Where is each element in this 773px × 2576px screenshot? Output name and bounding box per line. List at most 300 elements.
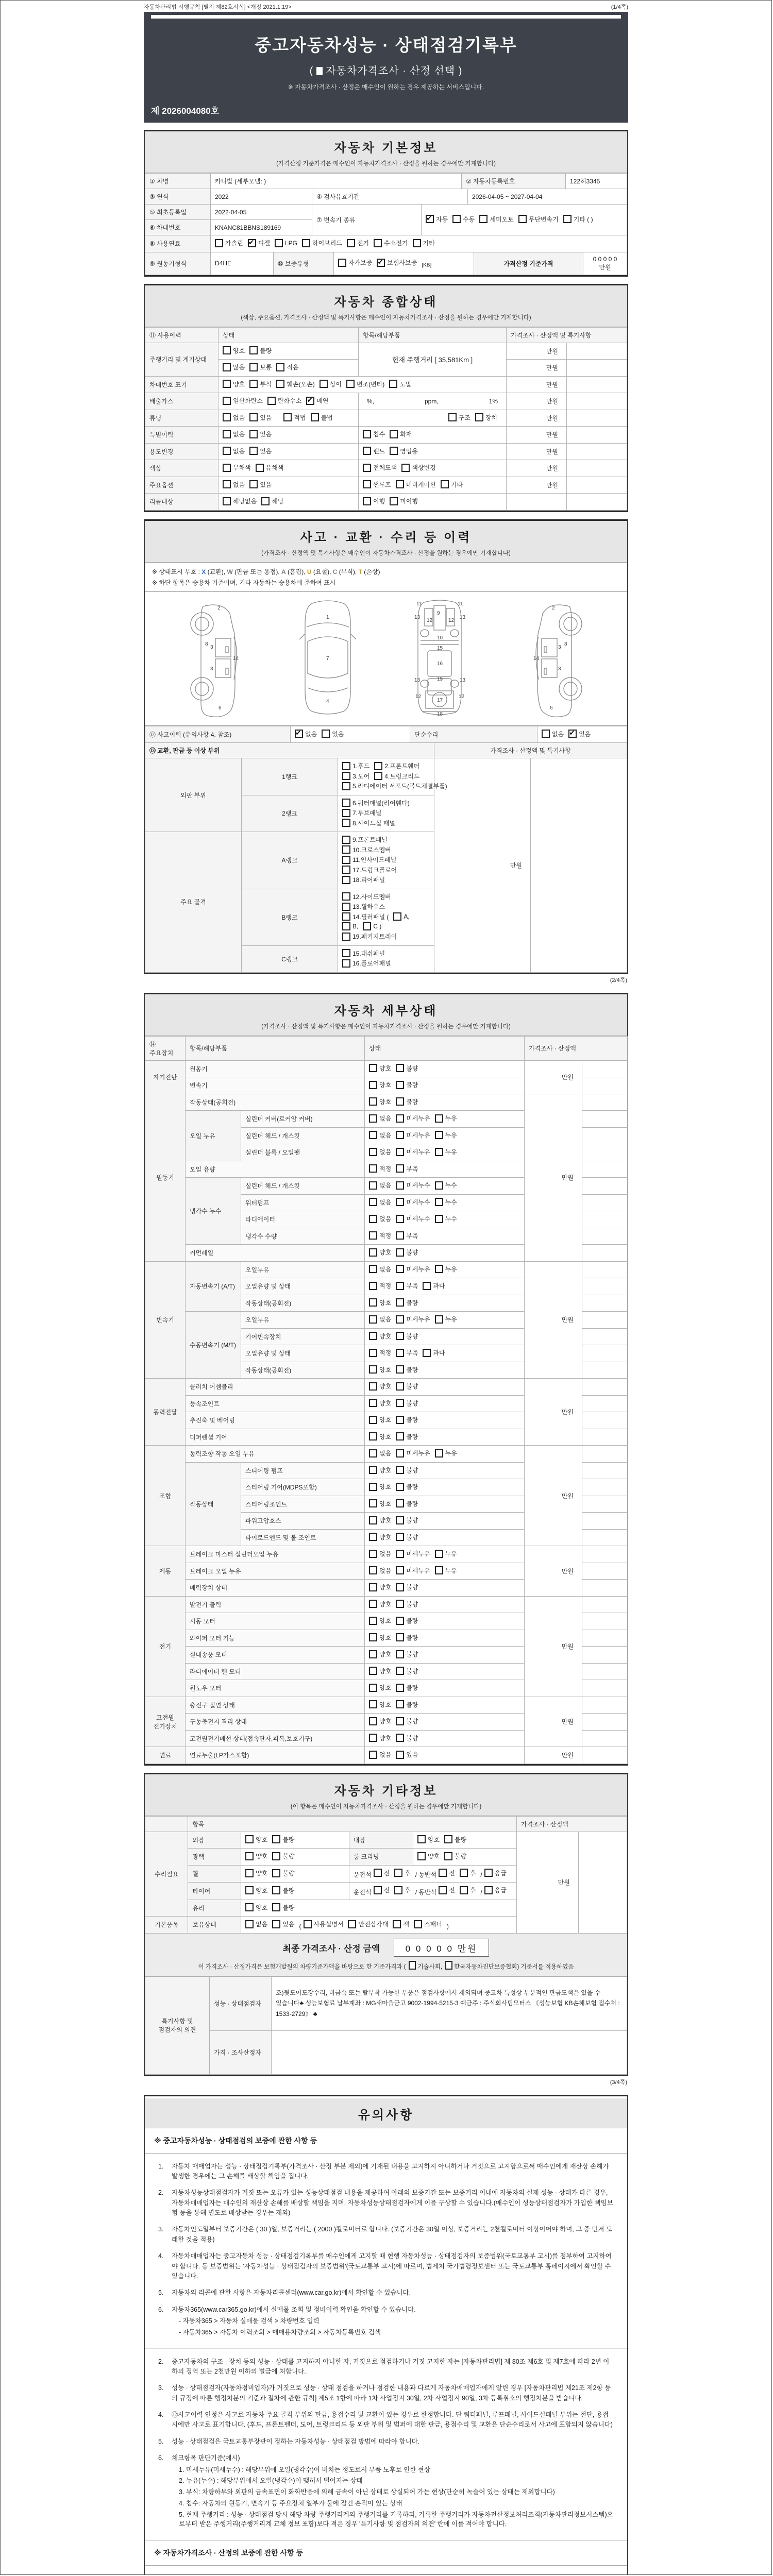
- checkbox-icon[interactable]: [369, 1533, 377, 1541]
- checkbox-icon[interactable]: [272, 1852, 280, 1860]
- checkbox-icon[interactable]: [369, 1181, 377, 1190]
- checkbox-icon[interactable]: [342, 866, 350, 874]
- checkbox-icon[interactable]: [435, 1215, 443, 1223]
- checkbox-icon[interactable]: [396, 1734, 404, 1742]
- checkbox-icon[interactable]: [460, 1886, 468, 1894]
- checkbox-diagnosis-assoc[interactable]: [445, 1961, 452, 1970]
- check-option-양호: [369, 1482, 391, 1491]
- check-option-15-대쉬패널: [342, 949, 385, 958]
- checkbox-tech-society[interactable]: [409, 1961, 416, 1970]
- checkbox-icon[interactable]: [396, 1550, 404, 1558]
- checkbox-icon[interactable]: [396, 1499, 404, 1507]
- checkbox-icon[interactable]: [249, 346, 258, 354]
- check-option-label: 불법: [321, 414, 333, 421]
- checkbox-icon[interactable]: [542, 730, 550, 738]
- checkbox-icon[interactable]: [276, 363, 284, 371]
- checkbox-icon[interactable]: [369, 1550, 377, 1558]
- checkbox-icon[interactable]: [396, 1449, 404, 1458]
- check-option-불량: [396, 1482, 418, 1491]
- top-meta: [144, 1, 628, 12]
- svg-text:8: 8: [564, 641, 567, 647]
- checkbox-icon[interactable]: [249, 480, 258, 488]
- checkbox-icon[interactable]: [369, 1734, 377, 1742]
- checkbox-icon[interactable]: [396, 1164, 404, 1173]
- checkbox-icon[interactable]: [484, 1869, 493, 1877]
- checkbox-icon[interactable]: [275, 239, 283, 247]
- special-history-row: [145, 427, 627, 444]
- checkbox-icon[interactable]: [363, 497, 371, 505]
- check-option-label: 누유: [445, 1131, 457, 1139]
- checkbox-icon[interactable]: [393, 1920, 401, 1928]
- checkbox-icon[interactable]: [369, 1416, 377, 1424]
- checkbox-icon[interactable]: [223, 397, 231, 405]
- checkbox-icon[interactable]: [396, 1349, 404, 1357]
- checkbox-icon[interactable]: [563, 215, 572, 223]
- checkbox-icon[interactable]: [435, 1566, 443, 1574]
- checkbox-icon[interactable]: [396, 1617, 404, 1625]
- checkbox-icon[interactable]: [322, 730, 330, 738]
- checkbox-icon[interactable]: [389, 380, 397, 388]
- checkbox-icon[interactable]: [444, 1835, 452, 1843]
- checkbox-icon[interactable]: [369, 1600, 377, 1608]
- checkbox-icon[interactable]: [518, 215, 527, 223]
- checkbox-icon[interactable]: [342, 856, 350, 864]
- checkbox-icon[interactable]: [396, 1382, 404, 1391]
- item-state-options: [365, 1429, 525, 1446]
- checkbox-icon[interactable]: [435, 1181, 443, 1190]
- checkbox-icon[interactable]: [369, 1566, 377, 1574]
- checkbox-icon[interactable]: [435, 1148, 443, 1156]
- checkbox-icon[interactable]: [342, 892, 350, 901]
- check-option-누유: [435, 1265, 457, 1274]
- checkbox-icon[interactable]: [342, 903, 350, 911]
- checkbox-icon[interactable]: [223, 464, 231, 472]
- checkbox-icon[interactable]: [484, 1886, 493, 1894]
- item-state-options: [365, 1379, 525, 1396]
- checkbox-icon[interactable]: [396, 1684, 404, 1692]
- svg-text:8: 8: [205, 641, 208, 647]
- checkbox-icon[interactable]: [441, 480, 449, 488]
- checkbox-icon[interactable]: [369, 1751, 377, 1759]
- checkbox-icon[interactable]: [396, 1148, 404, 1156]
- misc-info-title: 자동차 기타정보: [334, 1784, 438, 1798]
- check-option-없음: [369, 1181, 391, 1190]
- item-state-options: [365, 1345, 525, 1362]
- item-state-options: [365, 1663, 525, 1680]
- checkbox-icon[interactable]: [272, 1920, 280, 1928]
- check-option-8-사이드실-패널: [342, 819, 395, 827]
- checkbox-icon[interactable]: [369, 1298, 377, 1307]
- group-note-cell: [582, 1529, 628, 1546]
- checkbox-icon[interactable]: [452, 215, 461, 223]
- device-group-label: 변속기: [145, 1261, 186, 1379]
- checkbox-icon[interactable]: [369, 1399, 377, 1407]
- checkbox-icon[interactable]: [396, 1600, 404, 1608]
- tire-options: [241, 1883, 349, 1900]
- checkbox-icon[interactable]: [369, 1164, 377, 1173]
- checkbox-icon[interactable]: [363, 464, 371, 472]
- checkbox-icon[interactable]: [369, 1483, 377, 1491]
- svg-text:2: 2: [217, 605, 221, 611]
- checkbox-icon[interactable]: [245, 1886, 254, 1894]
- check-option-불량: [396, 1415, 418, 1424]
- checkbox-icon[interactable]: [369, 1617, 377, 1625]
- check-option-label: 미이행: [400, 498, 418, 505]
- checkbox-icon[interactable]: [417, 1852, 426, 1860]
- checkbox-icon[interactable]: [249, 363, 258, 371]
- group-note-cell: [582, 1362, 628, 1379]
- check-option-label: 8.사이드실 패널: [352, 819, 395, 827]
- check-option-양호: [245, 1886, 267, 1895]
- checkbox-icon[interactable]: [396, 1533, 404, 1541]
- checkbox-icon[interactable]: [396, 1416, 404, 1424]
- checkbox-icon[interactable]: [342, 912, 350, 921]
- checkbox-icon[interactable]: [435, 1114, 443, 1123]
- model-year-label: ③ 연식: [145, 189, 211, 205]
- item-state-options: [365, 1747, 525, 1764]
- notice-text: 성능 · 상태점검은 국토교통부장관이 정하는 자동차성능 · 상태점검 방법에 따라야 합니다.: [172, 2437, 420, 2445]
- check-option-label: 19.패키지트레이: [352, 933, 397, 940]
- checkbox-icon[interactable]: [369, 1466, 377, 1474]
- checkbox-icon[interactable]: [396, 1483, 404, 1491]
- checkbox-icon[interactable]: [320, 380, 328, 388]
- checkbox-icon[interactable]: [342, 762, 350, 770]
- checkbox-icon[interactable]: [393, 912, 401, 921]
- checkbox-icon[interactable]: [369, 1667, 377, 1675]
- checkbox-icon[interactable]: [369, 1717, 377, 1725]
- check-option-label: 누유: [445, 1450, 457, 1457]
- checkbox-icon[interactable]: [396, 1097, 404, 1106]
- checkbox-icon[interactable]: [369, 1231, 377, 1240]
- checkbox-icon[interactable]: [261, 497, 270, 505]
- svg-text:2: 2: [551, 605, 555, 611]
- checkbox-icon[interactable]: [342, 933, 350, 941]
- checkbox-icon[interactable]: [396, 1466, 404, 1474]
- checkbox-icon[interactable]: [369, 1148, 377, 1156]
- item-state-options: [365, 1245, 525, 1262]
- checkbox-icon[interactable]: [396, 1081, 404, 1089]
- rank-price: 만원: [434, 758, 531, 973]
- checkbox-icon[interactable]: [342, 809, 350, 817]
- checkbox-icon[interactable]: [223, 380, 231, 388]
- checkbox-icon[interactable]: [396, 1198, 404, 1206]
- checkbox-icon[interactable]: [435, 1198, 443, 1206]
- checkbox-icon[interactable]: [223, 447, 231, 455]
- svg-text:6: 6: [218, 705, 222, 711]
- checkbox-icon[interactable]: [369, 1081, 377, 1089]
- checkbox-icon[interactable]: [223, 480, 231, 488]
- checkbox-icon[interactable]: [223, 430, 231, 438]
- checkbox-icon[interactable]: [479, 215, 488, 223]
- emission-hc: ppm,: [424, 397, 439, 405]
- checkbox-icon[interactable]: [245, 1903, 254, 1911]
- check-option-양호: [369, 1466, 391, 1475]
- checkbox-icon[interactable]: [396, 1365, 404, 1374]
- checkbox-icon[interactable]: [435, 1265, 443, 1273]
- checkbox-icon[interactable]: [374, 1886, 382, 1894]
- checkbox-icon[interactable]: [369, 1583, 377, 1591]
- misc-col-price: 가격조사 · 산정액: [517, 1816, 627, 1832]
- checkbox-icon[interactable]: [396, 1751, 404, 1759]
- document-number: 제 2026004080호: [151, 106, 220, 116]
- checkbox-icon[interactable]: [396, 1114, 404, 1123]
- check-option-탄화수소: [267, 396, 301, 405]
- checkbox-icon[interactable]: [369, 1315, 377, 1324]
- check-option-label: 도말: [399, 380, 412, 388]
- rank-title: ⑬ 교환, 판금 등 이상 부위: [145, 743, 434, 758]
- frame-label: 주요 골격: [145, 832, 242, 973]
- checkbox-icon[interactable]: [342, 949, 350, 957]
- checkbox-checked-icon[interactable]: [306, 397, 314, 405]
- checkbox-icon[interactable]: [423, 1282, 431, 1290]
- checkbox-icon[interactable]: [342, 772, 350, 780]
- color-label: 색상: [145, 460, 219, 477]
- checkbox-icon[interactable]: [342, 782, 350, 790]
- check-option-label: 양호: [427, 1836, 440, 1843]
- legend-text: (판금 또는 용접),: [232, 568, 282, 575]
- checkbox-icon[interactable]: [369, 1633, 377, 1641]
- check-option-label: 양호: [379, 1366, 392, 1374]
- check-option-label: 없음: [379, 1550, 392, 1557]
- checkbox-icon[interactable]: [396, 1131, 404, 1139]
- checkbox-icon[interactable]: [396, 1215, 404, 1223]
- checkbox-icon[interactable]: [342, 922, 350, 930]
- checkbox-icon[interactable]: [396, 1667, 404, 1675]
- group-price-cell: 만원: [525, 1596, 582, 1697]
- check-option-label: 불량: [282, 1887, 295, 1894]
- checkbox-icon[interactable]: [363, 430, 371, 438]
- check-option-부족: [396, 1281, 418, 1290]
- checkbox-icon[interactable]: [396, 1566, 404, 1574]
- item-label: 실린더 블록 / 오일팬: [241, 1144, 365, 1161]
- check-option-label: 많음: [233, 364, 245, 371]
- misc-col-items: 항목: [188, 1816, 517, 1832]
- detail-row-고전원 전기장치-충전구 절연 상태: [145, 1697, 628, 1714]
- checkbox-icon[interactable]: [249, 413, 258, 421]
- check-option-label: 전: [383, 1887, 390, 1894]
- checkbox-icon[interactable]: [448, 413, 457, 421]
- check-option-label: 양호: [379, 1098, 392, 1106]
- checkbox-icon[interactable]: [245, 1835, 254, 1843]
- check-option-label: 양호: [379, 1064, 392, 1072]
- checkbox-icon[interactable]: [396, 1700, 404, 1708]
- checkbox-icon[interactable]: [417, 1835, 426, 1843]
- checkbox-icon[interactable]: [394, 1886, 402, 1894]
- checkbox-icon[interactable]: [390, 447, 398, 455]
- checkbox-icon[interactable]: [223, 497, 231, 505]
- checkbox-icon[interactable]: [283, 413, 292, 421]
- checkbox-icon[interactable]: [396, 1064, 404, 1072]
- checkbox-icon[interactable]: [369, 1700, 377, 1708]
- checkbox-icon[interactable]: [215, 239, 223, 247]
- basic-info-row2: [145, 189, 627, 205]
- checkbox-icon[interactable]: [369, 1282, 377, 1290]
- checkbox-icon[interactable]: [369, 1365, 377, 1374]
- warranty-type-label: ⑩ 보증유형: [274, 252, 334, 275]
- checkbox-icon[interactable]: [342, 819, 350, 827]
- checkbox-checked-icon[interactable]: [377, 259, 385, 267]
- misc-note: [578, 1832, 627, 1933]
- checkbox-icon[interactable]: [396, 1399, 404, 1407]
- checkbox-icon[interactable]: [396, 1181, 404, 1190]
- checkbox-icon[interactable]: [369, 1265, 377, 1273]
- check-option-과다: [423, 1281, 445, 1290]
- checkbox-icon[interactable]: [363, 480, 371, 488]
- notice-number: 4.: [158, 2411, 164, 2418]
- checkbox-icon[interactable]: [396, 1332, 404, 1340]
- checkbox-icon[interactable]: [272, 1835, 280, 1843]
- checkbox-icon[interactable]: [396, 1298, 404, 1307]
- checkbox-icon[interactable]: [342, 845, 350, 854]
- checkbox-icon[interactable]: [369, 1684, 377, 1692]
- checkbox-icon[interactable]: [369, 1114, 377, 1123]
- checkbox-icon[interactable]: [390, 430, 398, 438]
- checkbox-icon[interactable]: [363, 922, 371, 930]
- checkbox-icon[interactable]: [249, 430, 258, 438]
- notice-subitem: - 자동차365 > 자동차 실매물 검색 > 차량번호 입력: [179, 2317, 320, 2325]
- checkbox-icon[interactable]: [414, 1920, 422, 1928]
- check-option-전기: [347, 239, 369, 247]
- checkbox-icon[interactable]: [346, 380, 355, 388]
- checkbox-icon[interactable]: [396, 480, 404, 488]
- checkbox-icon[interactable]: [267, 397, 276, 405]
- checkbox-icon[interactable]: [369, 1198, 377, 1206]
- checkbox-icon[interactable]: [475, 413, 483, 421]
- check-option-label: 양호: [233, 380, 245, 388]
- check-option-label: 기타 ( ): [573, 215, 593, 223]
- checkbox-icon[interactable]: [369, 1449, 377, 1458]
- checkbox-icon[interactable]: [374, 762, 382, 770]
- checkbox-icon[interactable]: [342, 799, 350, 807]
- checkbox-icon[interactable]: [369, 1349, 377, 1357]
- checkbox-icon[interactable]: [435, 1550, 443, 1558]
- interior-label: 내장: [349, 1832, 413, 1849]
- checkbox-icon[interactable]: [396, 1315, 404, 1324]
- check-option-label: 누유: [445, 1115, 457, 1122]
- checkbox-icon[interactable]: [390, 497, 398, 505]
- checkbox-icon[interactable]: [348, 1920, 356, 1928]
- checkbox-icon[interactable]: [363, 447, 371, 455]
- checkbox-icon[interactable]: [396, 1432, 404, 1440]
- checkbox-icon[interactable]: [396, 1282, 404, 1290]
- basic-info-row6: [145, 252, 627, 275]
- check-option-C-: [363, 922, 381, 930]
- checkbox-icon[interactable]: [396, 1583, 404, 1591]
- checkbox-icon[interactable]: [394, 1869, 402, 1877]
- checkbox-icon[interactable]: [369, 1332, 377, 1340]
- misc-info-section: [144, 1773, 628, 2076]
- checkbox-icon[interactable]: [374, 239, 382, 247]
- item-label: 라디에이터 팬 모터: [186, 1663, 365, 1680]
- checkbox-icon[interactable]: [223, 346, 231, 354]
- checkbox-icon[interactable]: [460, 1869, 468, 1877]
- checkbox-icon[interactable]: [272, 1869, 280, 1877]
- checkbox-icon[interactable]: [276, 380, 284, 388]
- detail-status-table: [145, 1036, 628, 1764]
- checkbox-icon[interactable]: [256, 464, 264, 472]
- checkbox-icon[interactable]: [369, 1248, 377, 1257]
- checkbox-icon[interactable]: [249, 380, 258, 388]
- checkbox-icon[interactable]: [369, 1516, 377, 1524]
- checkbox-icon[interactable]: [245, 1869, 254, 1877]
- check-option-label: 후: [405, 1869, 411, 1877]
- checkbox-icon[interactable]: [374, 1869, 382, 1877]
- checkbox-icon[interactable]: [304, 1920, 312, 1928]
- usage-change-note: [567, 443, 627, 460]
- checkbox-icon[interactable]: [396, 1231, 404, 1240]
- checkbox-icon[interactable]: [439, 1886, 447, 1894]
- check-option-있음: [272, 1920, 294, 1928]
- accident-history-label: ⑫ 사고이력 (유의사항 4. 참조): [145, 726, 291, 743]
- checkbox-icon[interactable]: [245, 1852, 254, 1860]
- checkbox-icon[interactable]: [369, 1131, 377, 1139]
- checkbox-icon[interactable]: [223, 363, 231, 371]
- check-option-label: 불량: [406, 1383, 418, 1390]
- checkbox-icon[interactable]: [369, 1215, 377, 1223]
- checkbox-icon[interactable]: [272, 1903, 280, 1911]
- checkbox-icon[interactable]: [435, 1131, 443, 1139]
- checkbox-icon[interactable]: [369, 1499, 377, 1507]
- checkbox-icon[interactable]: [342, 876, 350, 884]
- checkbox-icon[interactable]: [401, 464, 410, 472]
- checkbox-icon[interactable]: [338, 259, 346, 267]
- checkbox-icon[interactable]: [396, 1516, 404, 1524]
- usage-change-items: [359, 443, 507, 460]
- group-note-cell: [582, 1730, 628, 1747]
- checkbox-icon[interactable]: [272, 1886, 280, 1894]
- check-option-5-라디에이터-서포트-볼트체결부품-: [342, 782, 447, 790]
- notice-number: 4.: [158, 2252, 164, 2260]
- checkbox-icon[interactable]: [444, 1852, 452, 1860]
- checkbox-icon[interactable]: [396, 1248, 404, 1257]
- checkbox-icon[interactable]: [369, 1064, 377, 1072]
- checkbox-icon[interactable]: [369, 1097, 377, 1106]
- checkbox-icon[interactable]: [347, 239, 355, 247]
- checkbox-icon[interactable]: [439, 1869, 447, 1877]
- checkbox-icon[interactable]: [369, 1432, 377, 1440]
- check-option-응급: [484, 1886, 507, 1894]
- checkbox-icon[interactable]: [396, 1650, 404, 1658]
- check-option-label: 상이: [329, 380, 342, 388]
- checkbox-icon[interactable]: [249, 447, 258, 455]
- checkbox-icon[interactable]: [396, 1717, 404, 1725]
- checkbox-icon[interactable]: [423, 1349, 431, 1357]
- checkbox-icon[interactable]: [369, 1382, 377, 1391]
- checkbox-icon[interactable]: [435, 1315, 443, 1324]
- checkbox-icon[interactable]: [342, 959, 350, 968]
- device-group-label: 제동: [145, 1546, 186, 1597]
- checkbox-checked-icon[interactable]: [568, 730, 577, 738]
- checkbox-icon[interactable]: [302, 239, 310, 247]
- notice-item: [158, 2305, 614, 2337]
- checkbox-icon[interactable]: [396, 1633, 404, 1641]
- checkbox-icon[interactable]: [413, 239, 421, 247]
- checkbox-icon[interactable]: [435, 1449, 443, 1458]
- checkbox-icon[interactable]: [396, 1265, 404, 1273]
- checkbox-icon[interactable]: [245, 1920, 254, 1928]
- checkbox-icon[interactable]: [223, 413, 231, 421]
- check-option-불량: [396, 1382, 418, 1391]
- checkbox-checked-icon[interactable]: [426, 215, 434, 223]
- checkbox-icon[interactable]: [369, 1650, 377, 1658]
- model-year-value: 2022: [211, 189, 312, 205]
- check-option-없음: [223, 480, 245, 489]
- checkbox-checked-icon[interactable]: [295, 730, 303, 738]
- checkbox-icon[interactable]: [374, 772, 382, 780]
- checkbox-icon[interactable]: [342, 836, 350, 844]
- checkbox-icon[interactable]: [311, 413, 319, 421]
- checkbox-checked-icon[interactable]: [248, 239, 256, 247]
